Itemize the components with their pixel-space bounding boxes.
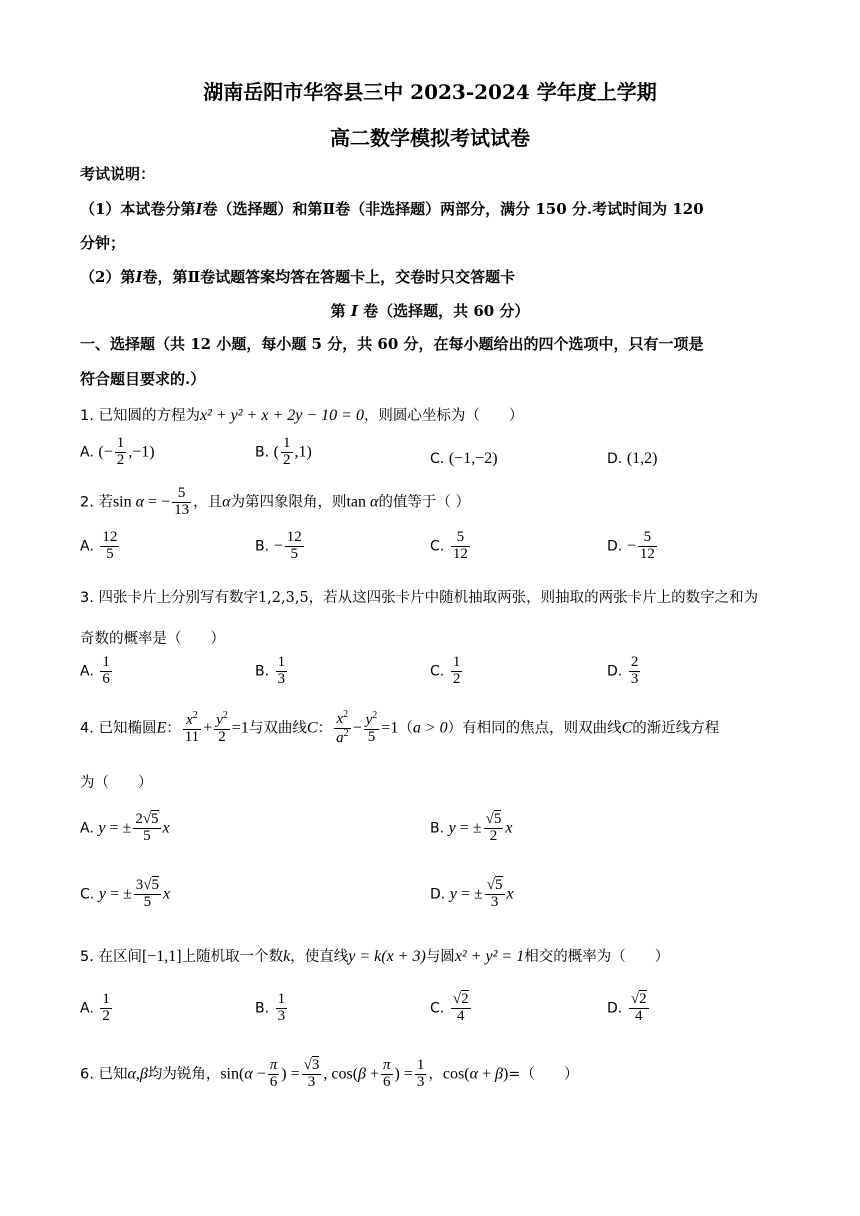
question-2-option-c[interactable]: C. $\frac{5}{12}$ xyxy=(430,529,468,562)
question-3-cont: 奇数的概率是（ ） xyxy=(80,631,225,647)
question-5-option-a[interactable]: A. $\frac{1}{2}$ xyxy=(80,991,110,1024)
question-3-option-d[interactable]: D. $\frac{2}{3}$ xyxy=(607,654,639,687)
question-6: 6. 已知α,β均为锐角，sin(α − $\frac{\pi}{6}$ ) = $\frac{√3}{3}$ , cos(β + $\frac{\pi}{6}$ ) = $\frac{1}{3}$ ，cos(α + β)=（ ） xyxy=(80,1057,579,1090)
instructions-heading: 考试说明： xyxy=(80,165,156,183)
question-3: 3. 四张卡片上分别写有数字1,2,3,5，若从这四张卡片中随机抽取两张，则抽取的两张卡片上的数字之和为 xyxy=(80,590,759,606)
volume-title: 第 I 卷（选择题，共 60 分） xyxy=(330,302,530,320)
question-5-option-d[interactable]: D. $\frac{√2}{4}$ xyxy=(607,991,647,1024)
question-4-option-c[interactable]: C. y = ± $\frac{3√5}{5}$ x xyxy=(80,877,171,910)
question-1: 1. 已知圆的方程为x² + y² + x + 2y − 10 = 0，则圆心坐标为（ ） xyxy=(80,407,524,424)
question-4-option-b[interactable]: B. y = ± $\frac{√5}{2}$ x xyxy=(430,811,513,844)
section-heading: 一、选择题（共 12 小题，每小题 5 分，共 60 分，在每小题给出的四个选项中，只有一项是 xyxy=(80,335,704,353)
question-2-option-a[interactable]: A. $\frac{12}{5}$ xyxy=(80,529,118,562)
question-4: 4. 已知椭圆E： $\frac{x^2}{11}$ + $\frac{y^2}{2}$ =1与双曲线C： $\frac{x^2}{a^2}$ − $\frac{y^2}{5}$ =1（a > 0）有相同的焦点，则双曲线C的渐近线方程 xyxy=(80,709,720,746)
question-5-option-c[interactable]: C. $\frac{√2}{4}$ xyxy=(430,991,469,1024)
question-3-option-b[interactable]: B. $\frac{1}{3}$ xyxy=(255,654,286,687)
question-3-option-c[interactable]: C. $\frac{1}{2}$ xyxy=(430,654,461,687)
instruction-item-1-cont: 分钟； xyxy=(80,234,126,252)
question-1-option-b[interactable]: B. ( $\frac{1}{2}$ ,1) xyxy=(255,435,312,468)
exam-title-line2: 高二数学模拟考试试卷 xyxy=(330,126,530,150)
question-1-option-a[interactable]: A. (− $\frac{1}{2}$ ,−1) xyxy=(80,435,155,468)
question-1-option-d[interactable]: D. (1,2) xyxy=(607,450,658,467)
instruction-item-1: （1）本试卷分第I卷（选择题）和第Ⅱ卷（非选择题）两部分，满分 150 分.考试时间为 120 xyxy=(80,200,704,218)
question-1-option-c[interactable]: C. (−1,−2) xyxy=(430,450,498,467)
exam-title-line1: 湖南岳阳市华容县三中 2023-2024 学年度上学期 xyxy=(203,80,657,104)
question-2-option-b[interactable]: B. − $\frac{12}{5}$ xyxy=(255,529,302,562)
question-4-option-d[interactable]: D. y = ± $\frac{√5}{3}$ x xyxy=(430,877,514,910)
question-5: 5. 在区间[−1,1]上随机取一个数k，使直线y = k(x + 3)与圆x² + y² = 1相交的概率为（ ） xyxy=(80,948,670,965)
section-heading-cont: 符合题目要求的.） xyxy=(80,370,206,388)
question-5-option-b[interactable]: B. $\frac{1}{3}$ xyxy=(255,991,286,1024)
instruction-item-2: （2）第I卷，第Ⅱ卷试题答案均答在答题卡上，交卷时只交答题卡 xyxy=(80,268,516,286)
question-4-option-a[interactable]: A. y = ± $\frac{2√5}{5}$ x xyxy=(80,811,170,844)
question-3-option-a[interactable]: A. $\frac{1}{6}$ xyxy=(80,654,110,687)
question-2-option-d[interactable]: D. − $\frac{5}{12}$ xyxy=(607,529,655,562)
question-4-cont: 为（ ） xyxy=(80,775,153,791)
question-2: 2. 若sin α = − $\frac{5}{13}$ ，且α为第四象限角，则tan α的值等于（ ） xyxy=(80,485,471,518)
